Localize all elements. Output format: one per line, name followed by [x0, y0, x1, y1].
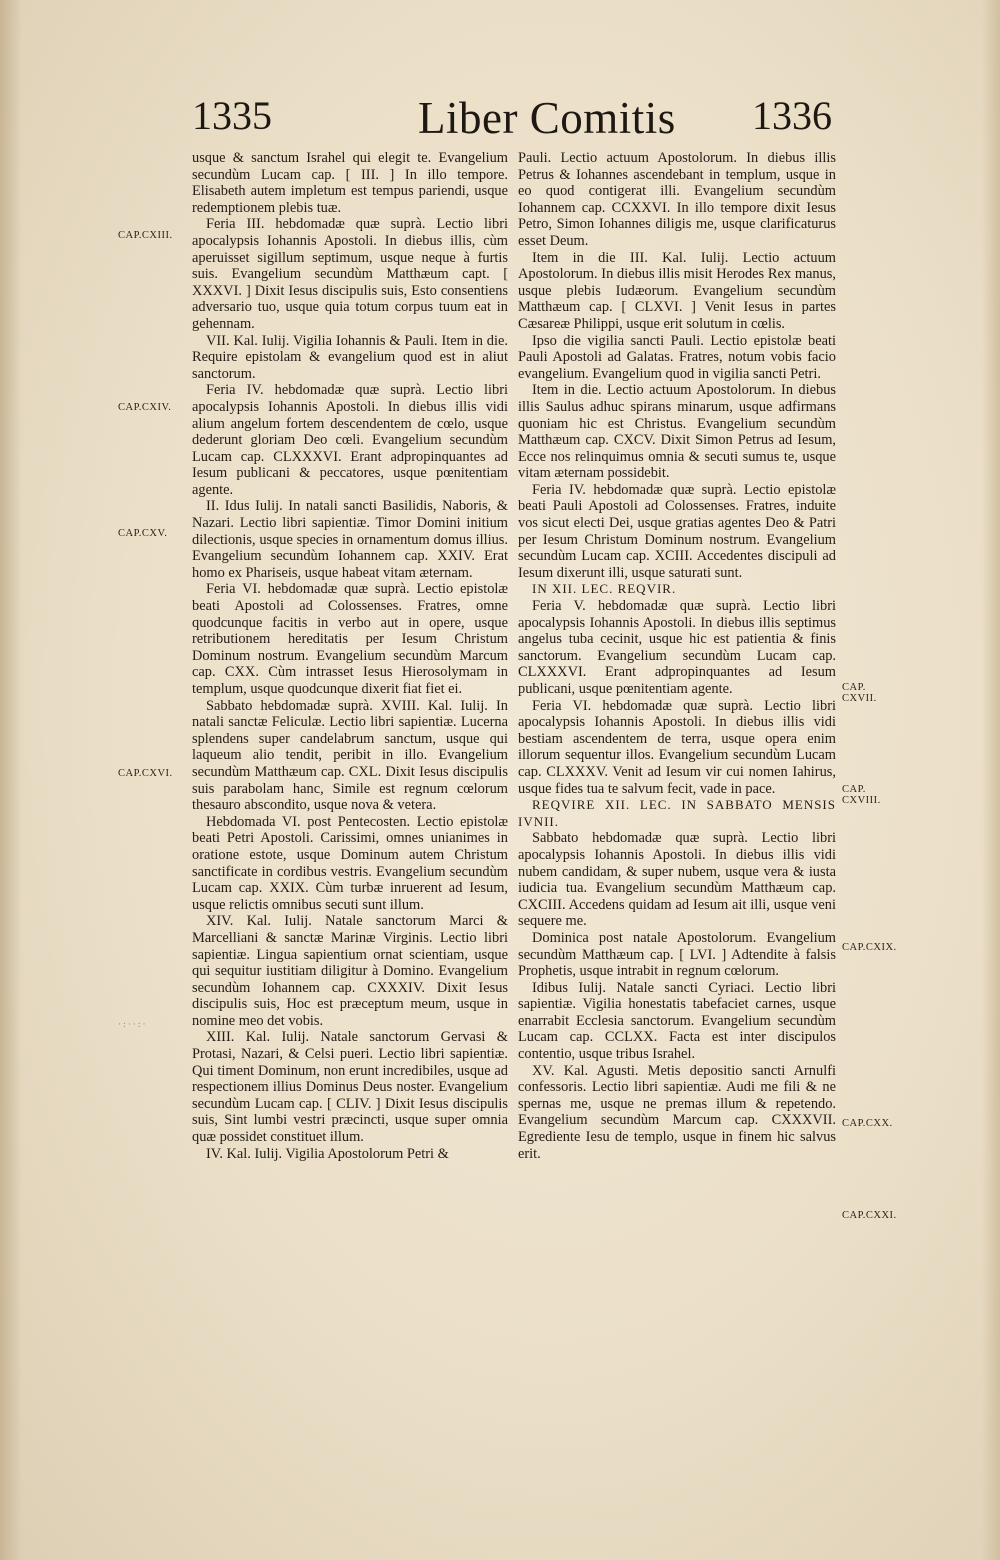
margin-note-cap-116: CAP.CXVI.	[118, 768, 173, 779]
right-paragraph: Dominica post natale Apostolorum. Evangelium secundùm Matthæum cap. [ LVI. ] Adtendite à falsis Prophetis, usque intrabit in regnum cœlorum.	[518, 929, 836, 980]
right-section-heading: REQVIRE XII. LEC. IN SABBATO MENSIS IVNII.	[518, 797, 836, 829]
left-paragraph: usque & sanctum Israhel qui elegit te. Evangelium secundùm Lucam cap. [ III. ] In illo tempore. Elisabeth autem impletum est tempus pariendi, usque redemptionem plebis tuæ.	[192, 150, 508, 216]
right-text-column	[518, 150, 836, 1162]
right-paragraph: Feria IV. hebdomadæ quæ suprà. Lectio epistolæ beati Pauli Apostoli ad Colossenses. Fratres, induite vos sicut electi Dei, usque gratias agentes Deo & Patri per Iesum Christum Dominum nostrum. Evangelium secundùm Lucam cap. XCIII. Accedentes discipuli ad Iesum dixerunt illi, usque saturati sunt.	[518, 481, 836, 581]
right-page-number: 1336	[752, 93, 832, 138]
running-title: Liber Comitis	[418, 93, 676, 143]
left-paragraph: Sabbato hebdomadæ suprà. XVIII. Kal. Iulij. In natali sanctæ Feliculæ. Lectio libri sapientiæ. Lucerna splendens super candelabrum sanctum, usque qui laqueum alio tendit, peribit in illo. Evangelium secundùm Matthæum cap. CXL. Dixit Iesus discipulis suis parabolam hanc, Simile est regnum cœlorum thesauro abscondito, usque nova & vetera.	[192, 697, 508, 814]
page-edge-shadow-left	[0, 0, 22, 1560]
margin-note-cap-121: CAP.CXXI.	[842, 1210, 897, 1221]
right-section-heading: IN XII. LEC. REQVIR.	[532, 581, 677, 597]
right-paragraph: Item in die. Lectio actuum Apostolorum. In diebus illis Saulus adhuc spirans minarum, usque adfirmans quoniam hic est Christus. Evangelium secundùm Matthæum cap. CXCV. Dixit Simon Petrus ad Iesum, Ecce nos relinquimus omnia & secuti sumus te, usque vitam æternam possidebit.	[518, 382, 836, 482]
right-paragraph: Idibus Iulij. Natale sancti Cyriaci. Lectio libri sapientiæ. Vigilia honestatis tabefaciet carnes, usque enarrabit Ecclesia sanctorum. Evangelium secundùm Lucam cap. CCLXX. Facta est inter discipulos contentio, usque tribus Israhel.	[518, 979, 836, 1063]
margin-note-cap-113: CAP.CXIII.	[118, 230, 173, 241]
left-page-number: 1335	[192, 93, 272, 138]
left-paragraph: II. Idus Iulij. In natali sancti Basilidis, Naboris, & Nazari. Lectio libri sapientiæ. Timor Domini initium dilectionis, usque species in ornamentum domus illius. Evangelium secundùm Iohannem cap. XXIV. Erat homo ex Phariseis, usque habeat vitam æternam.	[192, 498, 508, 581]
margin-note-cap-117: CAP. CXVII.	[842, 682, 877, 704]
margin-note-cap-118: CAP. CXVIII.	[842, 784, 881, 806]
margin-note-cap-120: CAP.CXX.	[842, 1118, 893, 1129]
right-paragraph: Sabbato hebdomadæ quæ suprà. Lectio libri apocalypsis Iohannis Apostoli. In diebus illis vidi nubem candidam, & super nubem, usque vera & iusta iudicia tua. Evangelium secundùm Matthæum cap. CXCIII. Accedens quidam ad Iesum ait illi, usque veni sequere me.	[518, 830, 836, 930]
right-paragraph: Feria VI. hebdomadæ quæ suprà. Lectio libri apocalypsis Iohannis Apostoli. In diebus illis vidi bestiam ascendentem de terra, usque opera enim illorum sequentur illos. Evangelium secundùm Lucam cap. CLXXXV. Venit ad Iesum vir cui nomen Iahirus, usque fides tua te salvum fecit, vade in pace.	[518, 697, 836, 797]
right-paragraph: Ipso die vigilia sancti Pauli. Lectio epistolæ beati Pauli Apostoli ad Galatas. Fratres, notum vobis facio evangelium. Evangelium quod in vigilia sancti Petri.	[518, 332, 836, 382]
left-paragraph: XIII. Kal. Iulij. Natale sanctorum Gervasi & Protasi, Nazari, & Celsi pueri. Lectio libri sapientiæ. Qui timent Dominum, non erunt incredibiles, usque ad respectionem illius Dominus Deus noster. Evangelium secundùm Lucam cap. [ CLIV. ] Dixit Iesus discipulis suis, Sint lumbi vestri præcincti, usque super omnia quæ possidet constituet illum.	[192, 1029, 508, 1146]
right-paragraph: Item in die III. Kal. Iulij. Lectio actuum Apostolorum. In diebus illis misit Herodes Rex manus, usque plebis Iudæorum. Evangelium secundùm Matthæum cap. [ CLXVI. ] Venit Iesus in partes Cæsareæ Philippi, usque erit solutum in cœlis.	[518, 249, 836, 332]
left-text-column	[192, 150, 508, 1162]
right-paragraph: Pauli. Lectio actuum Apostolorum. In diebus illis Petrus & Iohannes ascendebant in templum, usque in eo quod contigerat illi. Evangelium secundùm Iohannem cap. CCXXVI. In illo tempore dixit Iesus Petro, Simon Iohannes diligis me, usque clarificaturus esset Deum.	[518, 150, 836, 249]
left-paragraph: IV. Kal. Iulij. Vigilia Apostolorum Petri &	[206, 1145, 449, 1162]
left-paragraph: VII. Kal. Iulij. Vigilia Iohannis & Pauli. Item in die. Require epistolam & evangelium quod est in aliut sanctorum.	[192, 332, 508, 382]
left-paragraph: Feria III. hebdomadæ quæ suprà. Lectio libri apocalypsis Iohannis Apostoli. In diebus illis, cùm aperuisset sigillum septimum, usque neque à furtis suis. Evangelium secundùm Matthæum capt. [ XXXVI. ] Dixit Iesus discipulis suis, Esto consentiens adversario tuo, usque quia totum corpus tuum eat in gehennam.	[192, 216, 508, 332]
margin-ornament: ·:··:·	[118, 1020, 148, 1030]
left-paragraph: Hebdomada VI. post Pentecosten. Lectio epistolæ beati Petri Apostoli. Carissimi, omnes unianimes in oratione estote, usque Dominum autem Christum sanctificate in cordibus vestris. Evangelium secundùm Lucam cap. XXIX. Cùm turbæ inruerent ad Iesum, usque relictis omnibus secuti sunt illum.	[192, 813, 508, 913]
margin-note-cap-119: CAP.CXIX.	[842, 942, 897, 953]
left-paragraph: Feria IV. hebdomadæ quæ suprà. Lectio libri apocalypsis Iohannis Apostoli. In diebus illis vidi alium angelum fortem descendentem de cœlo, usque dederunt gloriam Deo cœli. Evangelium secundùm Lucam cap. CLXXXVI. Erant adpropinquantes ad Iesum publicani & peccatores, usque pœnitentiam agente.	[192, 382, 508, 498]
left-paragraph: Feria VI. hebdomadæ quæ suprà. Lectio epistolæ beati Apostoli ad Colossenses. Fratres, omne quodcunque facitis in verbo aut in opere, usque retributionem hereditatis per Iesum Christum Dominum nostrum. Evangelium secundùm Marcum cap. CXX. Cùm intrasset Iesus Hierosolymam in templum, usque quodcunque dixerit fiat fiet ei.	[192, 581, 508, 697]
right-paragraph: XV. Kal. Agusti. Metis depositio sancti Arnulfi confessoris. Lectio libri sapientiæ. Audi me fili & ne spernas me, usque ne premas illum & repetendo. Evangelium secundùm Marcum cap. CXXXVII. Egrediente Iesu de templo, usque in finem hic salvus erit.	[518, 1062, 836, 1162]
margin-note-cap-115: CAP.CXV.	[118, 528, 168, 539]
left-paragraph: XIV. Kal. Iulij. Natale sanctorum Marci & Marcelliani & sanctæ Marinæ Virginis. Lectio libri sapientiæ. Lingua sapientium ornat scientiam, usque qui sequitur iustitiam diligitur à Domino. Evangelium secundùm Iohannem cap. CXXXIV. Dixit Iesus discipulis suis, Hoc est præceptum meum, usque in nomine meo det vobis.	[192, 913, 508, 1029]
page-edge-shadow-right	[982, 0, 1000, 1560]
margin-note-cap-114: CAP.CXIV.	[118, 402, 172, 413]
right-paragraph: Feria V. hebdomadæ quæ suprà. Lectio libri apocalypsis Iohannis Apostoli. In diebus illis septimus angelus tuba cecinit, usque hic est patientia & finis sanctorum. Evangelium secundùm Lucam cap. CLXXXVI. Erant adpropinquantes ad Iesum publicani, usque pœnitentiam agente.	[518, 598, 836, 697]
